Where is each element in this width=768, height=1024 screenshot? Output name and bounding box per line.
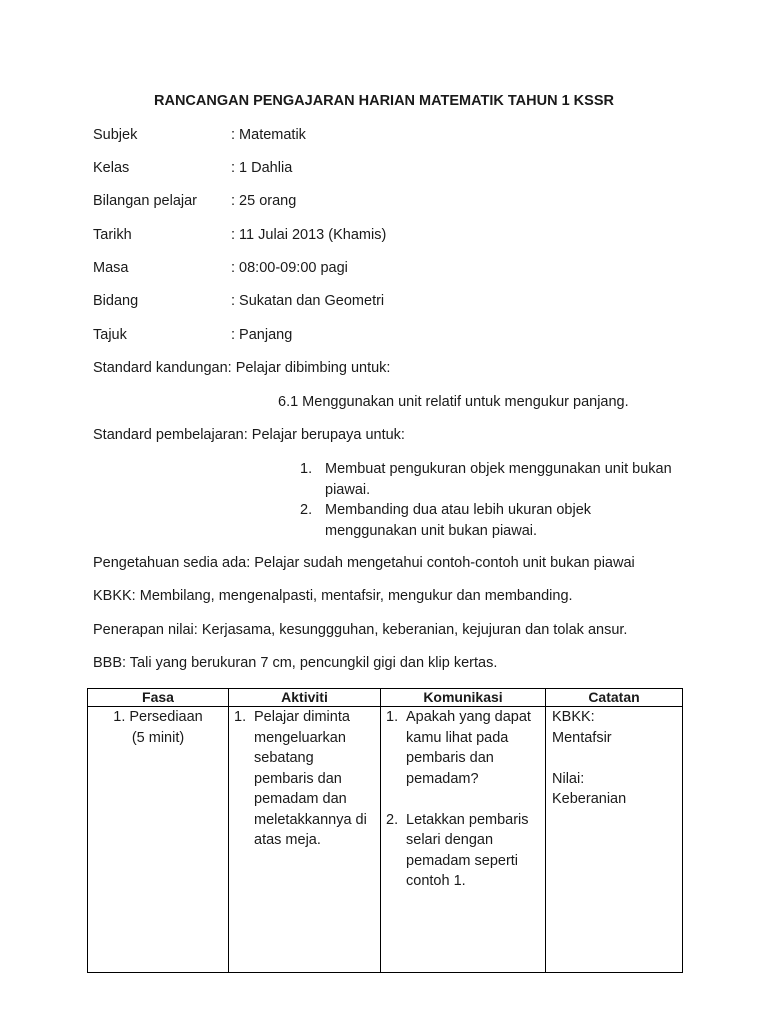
info-value: : Sukatan dan Geometri [231, 293, 385, 309]
info-label: Subjek [93, 127, 138, 143]
info-value: : 25 orang [231, 193, 297, 209]
list-number: 1. [386, 709, 399, 725]
info-row-masa [93, 259, 348, 277]
list-text: Pelajar diminta mengeluarkan sebatang pembaris dan pemadam dan meletakkannya di atas meja. [254, 709, 367, 848]
info-row-bidang [93, 292, 384, 310]
list-item [229, 707, 380, 851]
table-header-row [88, 689, 683, 707]
list-item [300, 500, 680, 541]
pengetahuan-sedia-ada: Pengetahuan sedia ada: Pelajar sudah mengetahui contoh-contoh unit bukan piawai [93, 555, 635, 571]
catatan-kbkk-label: KBKK: [552, 709, 595, 725]
info-row-kelas [93, 159, 292, 177]
table-row [88, 707, 683, 973]
lesson-table [87, 688, 683, 973]
header-aktiviti: Aktiviti [229, 689, 381, 707]
info-label: Masa [93, 260, 129, 276]
list-number: 2. [386, 811, 399, 828]
standard-pembelajaran-list [300, 459, 680, 541]
cell-aktiviti [229, 707, 381, 973]
cell-catatan [546, 707, 683, 973]
list-spacer [381, 789, 545, 810]
bbb-line: BBB: Tali yang berukuran 7 cm, pencungkil gigi dan klip kertas. [93, 655, 498, 671]
standard-pembelajaran-heading: Standard pembelajaran: Pelajar berupaya untuk: [93, 427, 405, 443]
catatan-nilai-value: Keberanian [552, 791, 627, 807]
fasa-duration: (5 minit) [131, 729, 185, 746]
komunikasi-list [381, 707, 545, 892]
header-fasa: Fasa [88, 689, 229, 707]
standard-kandungan-heading: Standard kandungan: Pelajar dibimbing untuk: [93, 360, 391, 376]
kbkk-line: KBKK: Membilang, mengenalpasti, mentafsir, mengukur dan membanding. [93, 588, 573, 604]
list-number: 1. [300, 461, 313, 477]
fasa-name: 1. Persediaan [113, 709, 203, 725]
penerapan-nilai-line: Penerapan nilai: Kerjasama, kesunggguhan, keberanian, kejujuran dan tolak ansur. [93, 622, 628, 638]
info-value: : 08:00-09:00 pagi [231, 260, 348, 276]
info-label: Bilangan pelajar [93, 193, 197, 209]
info-value: : 11 Julai 2013 (Khamis) [231, 227, 387, 243]
info-label: Tarikh [93, 227, 132, 243]
list-item [381, 810, 545, 892]
info-value: : Matematik [231, 127, 306, 143]
info-row-bilangan-pelajar [93, 192, 296, 210]
info-label: Bidang [93, 293, 139, 309]
list-item [381, 707, 545, 789]
info-row-subjek [93, 126, 306, 144]
list-number: 2. [300, 502, 313, 518]
standard-kandungan-item: 6.1 Menggunakan unit relatif untuk mengukur panjang. [278, 394, 629, 410]
list-item [300, 459, 680, 500]
info-value: : Panjang [231, 327, 293, 343]
list-text: Membanding dua atau lebih ukuran objek menggunakan unit bukan piawai. [325, 502, 592, 539]
list-text: Membuat pengukuran objek menggunakan unit bukan piawai. [325, 461, 672, 498]
cell-fasa [88, 707, 229, 973]
catatan-kbkk-value: Mentafsir [552, 729, 612, 746]
list-number: 1. [234, 709, 247, 725]
list-text: Letakkan pembaris selari dengan pemadam seperti contoh 1. [406, 811, 529, 889]
list-text: Apakah yang dapat kamu lihat pada pembaris dan pemadam? [406, 709, 531, 787]
aktiviti-list [229, 707, 380, 851]
header-komunikasi: Komunikasi [381, 689, 546, 707]
catatan-spacer [552, 748, 682, 769]
page-title: RANCANGAN PENGAJARAN HARIAN MATEMATIK TAHUN 1 KSSR [154, 93, 614, 109]
info-row-tarikh [93, 226, 386, 244]
info-row-tajuk [93, 326, 292, 344]
info-label: Tajuk [93, 327, 127, 343]
info-label: Kelas [93, 160, 130, 176]
catatan-nilai-label: Nilai: [552, 770, 585, 787]
cell-komunikasi [381, 707, 546, 973]
info-value: : 1 Dahlia [231, 160, 293, 176]
header-catatan: Catatan [546, 689, 683, 707]
